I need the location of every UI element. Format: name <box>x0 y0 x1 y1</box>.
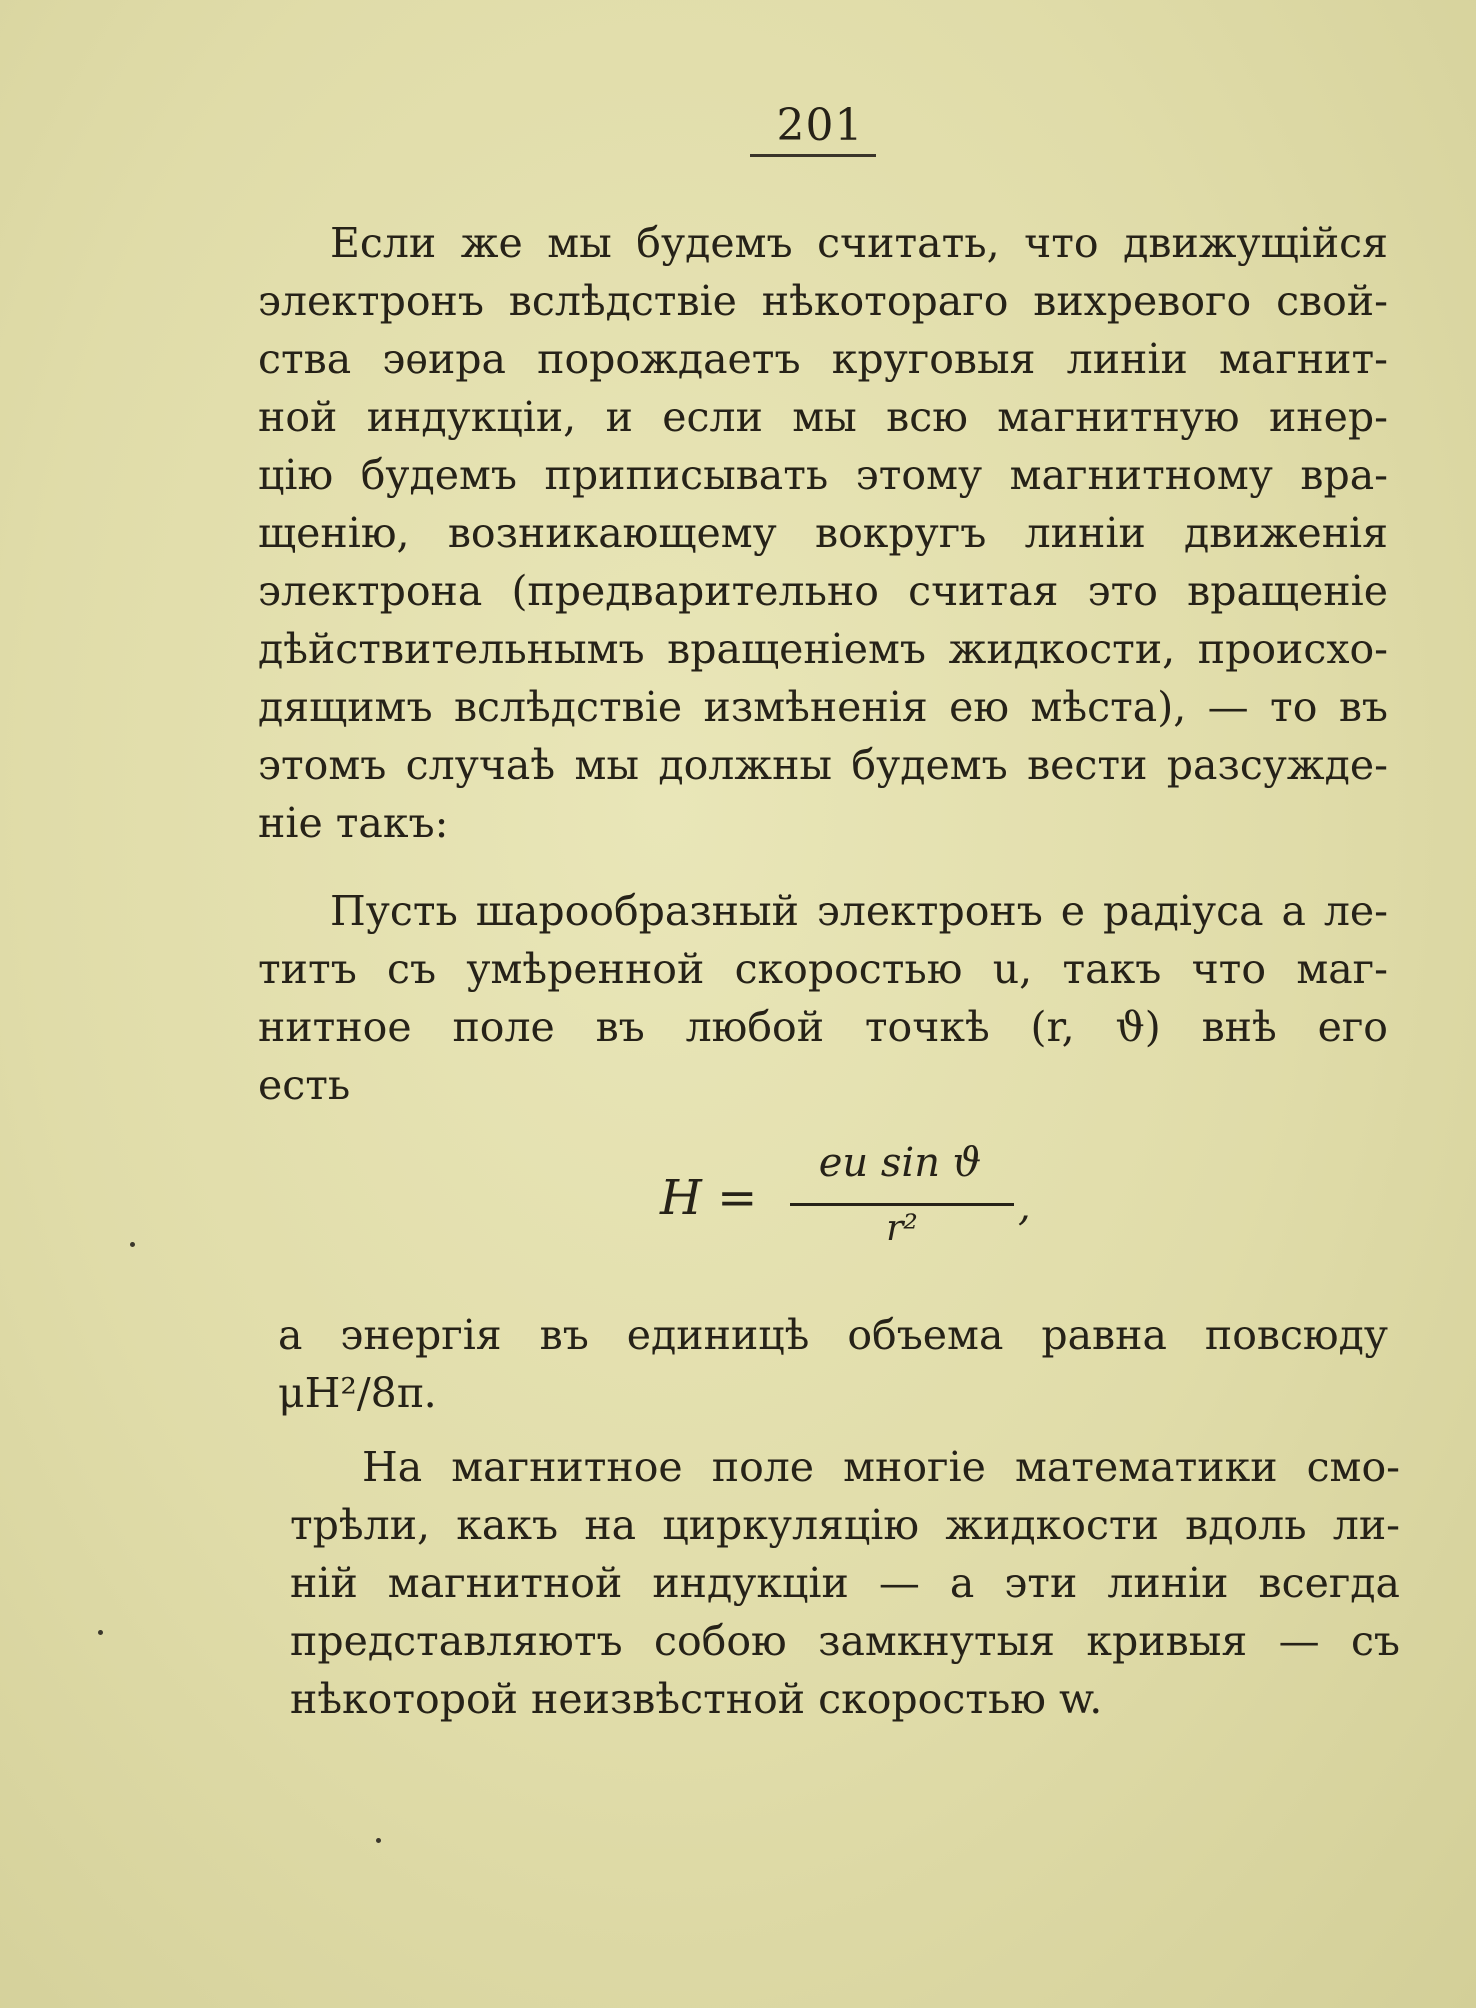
text-line: ніе такъ: <box>258 799 449 847</box>
formula-comma: , <box>1018 1184 1031 1230</box>
text-line: есть <box>258 1061 351 1109</box>
paper-speck <box>98 1630 103 1635</box>
text-line: μH²/8π. <box>278 1369 437 1417</box>
formula-denominator: r² <box>886 1208 918 1249</box>
text-line: Если же мы будемъ считать, что движущійся <box>330 219 1388 267</box>
text-line: электронъ вслѣдствіе нѣкотораго вихревого свой- <box>258 277 1388 325</box>
text-line: нитное поле въ любой точкѣ (r, ϑ) внѣ его <box>258 1003 1388 1051</box>
formula-numerator: eu sin ϑ <box>818 1140 982 1186</box>
text-line: ства эѳира порождаетъ круговыя линіи магнит- <box>258 335 1388 383</box>
paragraph-3 <box>278 1306 1388 1422</box>
text-line: щенію, возникающему вокругъ линіи движенія <box>258 509 1388 557</box>
paper-speck <box>376 1838 381 1843</box>
text-line: цію будемъ приписывать этому магнитному вра- <box>258 451 1388 499</box>
text-line: ной индукціи, и если мы всю магнитную инер- <box>258 393 1388 441</box>
text-line: представляютъ собою замкнутыя кривыя — съ <box>290 1617 1400 1665</box>
text-line: дящимъ вслѣдствіе измѣненія ею мѣста), — то въ <box>258 683 1388 731</box>
text-line: дѣйствительнымъ вращеніемъ жидкости, происхо- <box>258 625 1388 673</box>
page-number-rule <box>750 154 876 157</box>
paragraph-2 <box>258 882 1388 1114</box>
text-line: титъ съ умѣренной скоростью u, такъ что маг- <box>258 945 1388 993</box>
text-line: нѣкоторой неизвѣстной скоростью w. <box>290 1675 1103 1723</box>
text-line: ній магнитной индукціи — а эти линіи всегда <box>290 1559 1400 1607</box>
formula-lhs: H = <box>660 1170 758 1226</box>
text-line: электрона (предварительно считая это вращеніе <box>258 567 1388 615</box>
magnetic-field-formula <box>660 1140 1040 1260</box>
paragraph-1 <box>258 214 1388 852</box>
page-number: 201 <box>776 100 864 151</box>
paragraph-4 <box>290 1438 1400 1728</box>
text-line: трѣли, какъ на циркуляцію жидкости вдоль ли- <box>290 1501 1400 1549</box>
formula-fraction-bar <box>790 1203 1014 1206</box>
text-line: этомъ случаѣ мы должны будемъ вести разсужде- <box>258 741 1388 789</box>
text-line: Пусть шарообразный электронъ e радіуса a ле- <box>330 887 1388 935</box>
paper-speck <box>130 1242 135 1247</box>
text-line: а энергія въ единицѣ объема равна повсюду <box>278 1311 1388 1359</box>
text-line: На магнитное поле многіе математики смо- <box>362 1443 1400 1491</box>
